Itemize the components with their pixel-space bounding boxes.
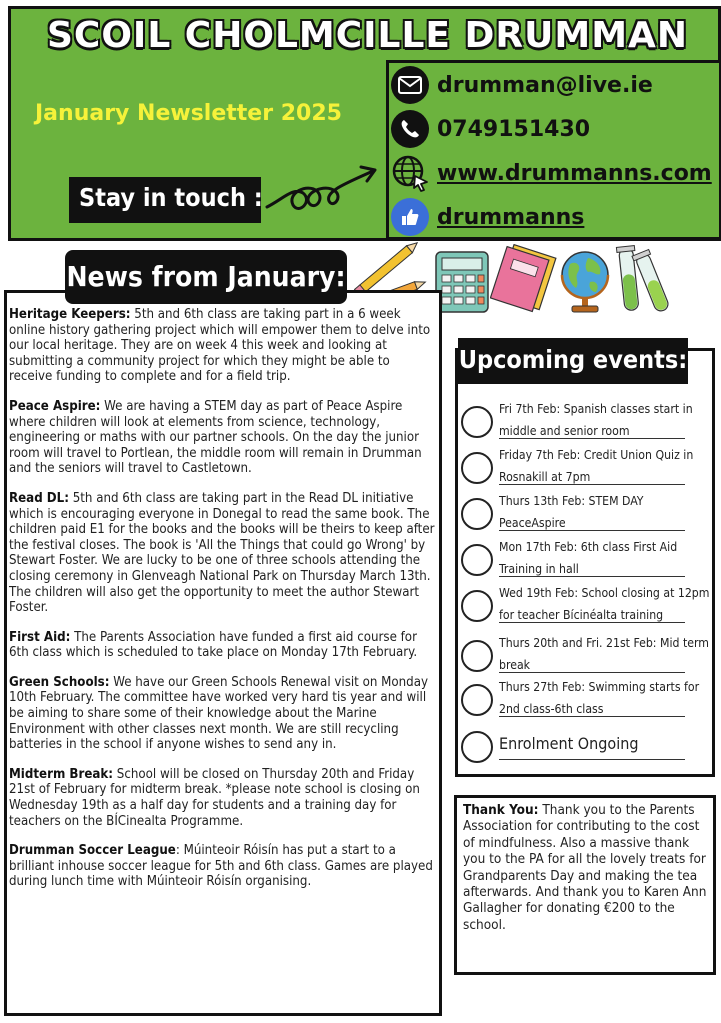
- contact-facebook[interactable]: [391, 197, 721, 237]
- news-item-title: First Aid:: [9, 629, 71, 645]
- event-text: Fri 7th Feb: Spanish classes start in middle and senior room: [499, 402, 693, 438]
- news-box: [4, 290, 442, 1016]
- news-item-title: Green Schools:: [9, 674, 110, 690]
- contact-phone[interactable]: [391, 109, 721, 149]
- event-text: Wed 19th Feb: School closing at 12pm for teacher Bícinéalta training: [499, 586, 710, 622]
- news-item-midterm-break: [9, 767, 436, 829]
- event-text: Thurs 13th Feb: STEM DAY PeaceAspire: [499, 494, 644, 530]
- stay-in-touch-label: Stay in touch :: [69, 177, 261, 223]
- checkbox-circle-icon: [461, 731, 493, 763]
- news-item-body: 5th and 6th class are taking part in the Read DL initiative which is encouraging everyone in Donegal to read the same book. The children paid E1 for the books and the books will be theirs to keep after the festival closes. The book is 'All the Things that could go Wrong' by Stewart Foster. We are lucky to be one of three schools attending the closing ceremony in Glenveagh National Park on Thursday March 13th. The children will also get the opportunity to meet the author Stewart Foster.: [9, 490, 435, 616]
- notebooks-icon: [490, 244, 562, 314]
- test-tubes-icon: [612, 244, 672, 318]
- calculator-icon: [434, 250, 492, 316]
- checkbox-circle-icon: [461, 684, 493, 716]
- news-item-body: School will be closed on Thursday 20th and Friday 21st of February for midterm break. *please note school is closing on Wednesday 19th as a half day for students and a training day for teachers on the BÍCinealta Programme.: [9, 766, 420, 829]
- news-item-title: Midterm Break:: [9, 766, 114, 782]
- event-item: [461, 444, 711, 490]
- news-item-heritage-keepers: [9, 307, 436, 385]
- event-item: [461, 490, 711, 536]
- thank-you-text: [463, 802, 707, 933]
- thank-you-title: Thank You:: [463, 802, 539, 818]
- contact-email[interactable]: [391, 65, 721, 105]
- news-item-body: 5th and 6th class are taking part in a 6 week online history gathering project which will empower them to delve into our local heritage. They are on week 4 this week and looking at submitting a community project for which they might be able to receive funding to complete and for a field trip.: [9, 307, 431, 385]
- globe-icon: [556, 248, 614, 316]
- news-item-title: Heritage Keepers:: [9, 307, 131, 322]
- event-item: [461, 632, 711, 678]
- news-item-soccer-league: [9, 843, 436, 890]
- checkbox-circle-icon: [461, 406, 493, 438]
- news-item-body: We have our Green Schools Renewal visit on Monday 10th February. The committee have worked very hard tis year and will be aiming to share some of their knowledge about the Marine Environment with other classes next month. We are still recycling batteries in the school if anyone wishes to send any in.: [9, 674, 428, 753]
- thank-you-body: Thank you to the Parents Association for contributing to the cost of mindfulness. Also a massive thank you to the PA for all the lovely treats for Grandparents Day and making the tea afterwards. And thank you to Karen Ann Gallagher for donating €200 to the school.: [463, 802, 707, 933]
- event-item: [461, 398, 711, 444]
- news-heading: News from January:: [65, 250, 347, 304]
- event-item: [461, 582, 711, 628]
- globe-cursor-icon: [391, 154, 429, 192]
- event-underline: [499, 672, 685, 673]
- event-item: [461, 536, 711, 582]
- event-underline: [499, 716, 685, 717]
- event-text: Mon 17th Feb: 6th class First Aid Training in hall: [499, 540, 678, 576]
- email-text: drumman@live.ie: [437, 72, 653, 98]
- event-underline: [499, 484, 685, 485]
- facebook-like-icon: [391, 198, 429, 236]
- event-item: [461, 727, 711, 773]
- envelope-icon: [391, 66, 429, 104]
- checkbox-circle-icon: [461, 590, 493, 622]
- checkbox-circle-icon: [461, 640, 493, 672]
- school-title: SCOIL CHOLMCILLE DRUMMAN: [46, 15, 689, 56]
- news-item-green-schools: [9, 675, 436, 753]
- phone-icon: [391, 110, 429, 148]
- event-text: Thurs 20th and Fri. 21st Feb: Mid term break: [499, 636, 709, 672]
- event-text: Thurs 27th Feb: Swimming starts for 2nd class-6th class: [499, 680, 700, 716]
- checkbox-circle-icon: [461, 498, 493, 530]
- newsletter-title: January Newsletter 2025: [35, 101, 342, 126]
- event-underline: [499, 576, 685, 577]
- news-item-body: The Parents Association have funded a first aid course for 6th class which is scheduled to take place on Monday 17th February.: [9, 629, 418, 661]
- event-underline: [499, 622, 685, 623]
- news-item-title: Drumman Soccer League: [9, 843, 176, 859]
- news-item-first-aid: [9, 630, 436, 661]
- news-item-title: Peace Aspire:: [9, 398, 101, 414]
- news-item-read-dl: [9, 491, 436, 616]
- contact-box: [386, 60, 721, 240]
- thank-you-box: [454, 795, 716, 975]
- news-item-body: We are having a STEM day as part of Peace Aspire where children will look at elements from science, technology, engineering or maths with our partner schools. On the day the junior room will travel to Portlean, the middle room will remain in Drumman and the seniors will travel to Castletown.: [9, 398, 422, 477]
- event-underline: [499, 530, 685, 531]
- news-item-body: : Múinteoir Róisín has put a start to a brilliant inhouse soccer league for 5th and 6th class. Games are played during lunch time with Múinteoir Róisín organising.: [9, 843, 433, 890]
- event-item: [461, 676, 711, 722]
- event-underline: [499, 759, 685, 760]
- news-item-peace-aspire: [9, 399, 436, 477]
- website-link[interactable]: www.drummanns.com: [437, 160, 712, 186]
- facebook-link[interactable]: drummanns: [437, 204, 585, 230]
- checkbox-circle-icon: [461, 544, 493, 576]
- phone-text: 0749151430: [437, 116, 591, 142]
- event-text: Enrolment Ongoing: [499, 734, 639, 753]
- checkbox-circle-icon: [461, 452, 493, 484]
- event-text: Friday 7th Feb: Credit Union Quiz in Rosnakill at 7pm: [499, 448, 694, 484]
- events-heading: Upcoming events:: [458, 338, 688, 384]
- event-underline: [499, 438, 685, 439]
- news-item-title: Read DL:: [9, 490, 69, 506]
- contact-website[interactable]: [391, 153, 721, 193]
- newsletter-header: [8, 6, 721, 241]
- swirl-arrow-icon: [263, 157, 381, 223]
